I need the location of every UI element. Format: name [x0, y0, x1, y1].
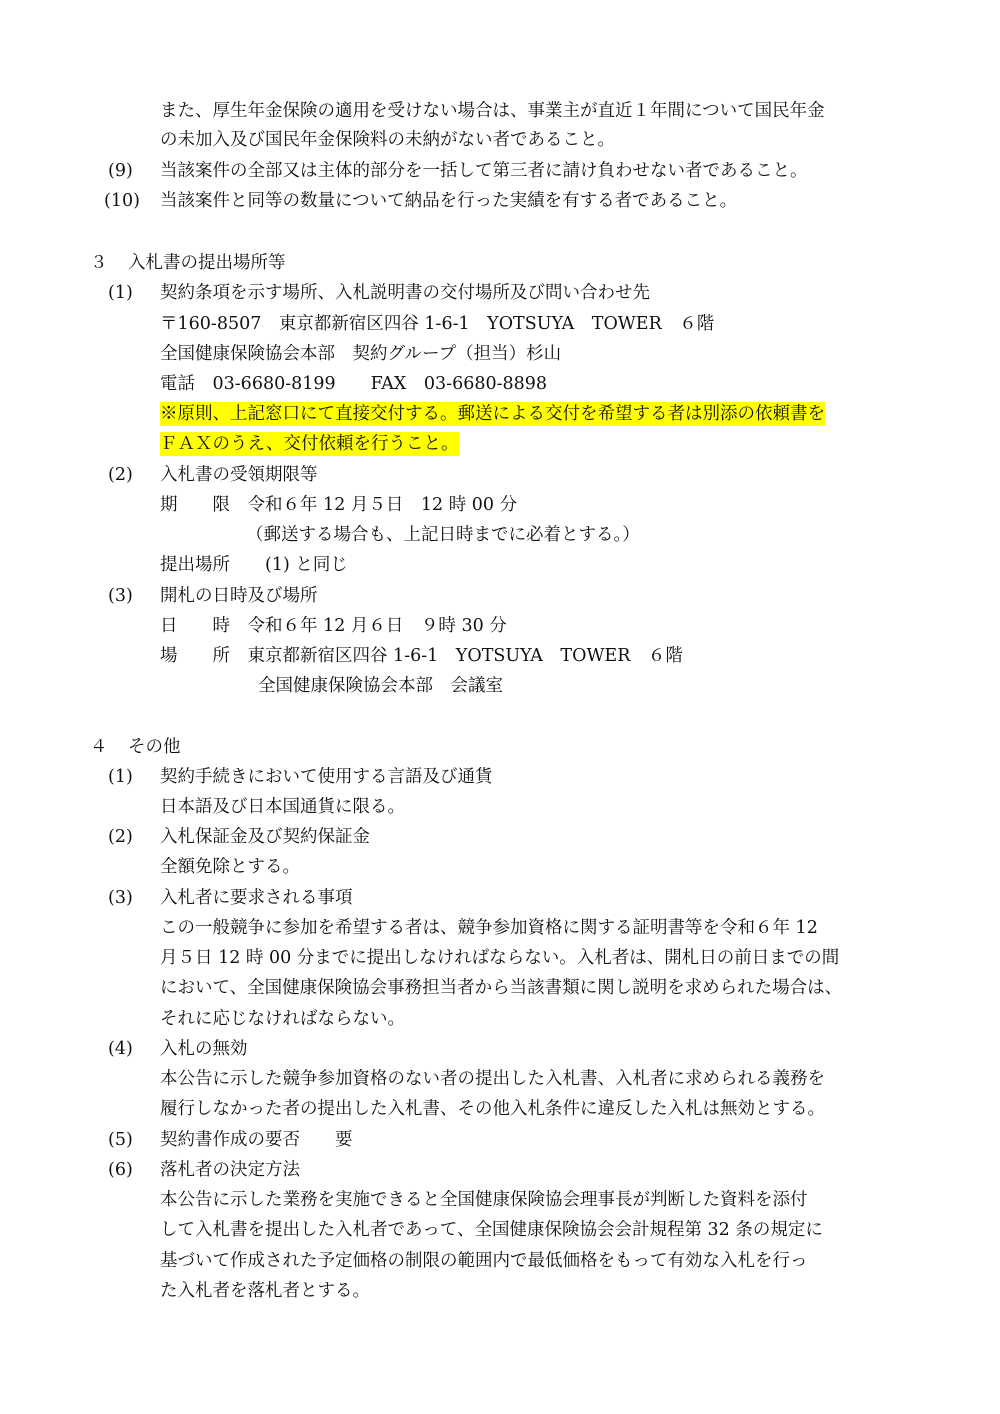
text-line: 当該案件と同等の数量について納品を行った実績を有する者であること。 [160, 191, 738, 211]
text-line: 本公告に示した競争参加資格のない者の提出した入札書、入札者に求められる義務を [160, 1069, 825, 1089]
opening-datetime: 日 時 令和６年 12 月６日 ９時 30 分 [160, 616, 507, 636]
submission-place: 提出場所 (1) と同じ [160, 555, 348, 575]
text-line: 月５日 12 時 00 分までに提出しなければならない。入札者は、開札日の前日までの間 [160, 948, 840, 968]
phone-fax-line: 電話 03-6680-8199 FAX 03-6680-8898 [160, 374, 548, 394]
item-number: (9) [108, 161, 133, 181]
text-line: また、厚生年金保険の適用を受けない場合は、事業主が直近１年間について国民年金 [160, 101, 825, 121]
text-line: それに応じなければならない。 [160, 1009, 405, 1029]
highlighted-note: ※原則、上記窓口にて直接交付する。郵送による交付を希望する者は別添の依頼書を [160, 404, 825, 424]
section-heading: 入札書の提出場所等 [128, 253, 286, 273]
text-line: して入札書を提出した入札者であって、全国健康保険協会会計規程第 32 条の規定に [160, 1220, 823, 1240]
item-heading: 開札の日時及び場所 [160, 586, 318, 606]
text-line: 本公告に示した業務を実施できると全国健康保険協会理事長が判断した資料を添付 [160, 1190, 808, 1210]
text-line: 履行しなかった者の提出した入札書、その他入札条件に違反した入札は無効とする。 [160, 1099, 825, 1119]
section-number: ４ [90, 737, 108, 757]
item-heading: 契約条項を示す場所、入札説明書の交付場所及び問い合わせ先 [160, 283, 650, 303]
text-line: この一般競争に参加を希望する者は、競争参加資格に関する証明書等を令和６年 12 [160, 918, 818, 938]
item-number: (1) [108, 767, 133, 787]
text-line: において、全国健康保険協会事務担当者から当該書類に関し説明を求められた場合は、 [160, 978, 843, 998]
item-heading: 契約手続きにおいて使用する言語及び通貨 [160, 767, 493, 787]
item-number: (5) [108, 1130, 133, 1150]
item-heading: 入札者に要求される事項 [160, 888, 353, 908]
opening-place: 場 所 東京都新宿区四谷 1-6-1 YOTSUYA TOWER ６階 [160, 646, 683, 666]
text-line: 基づいて作成された予定価格の制限の範囲内で最低価格をもって有効な入札を行っ [160, 1251, 808, 1271]
section-number: ３ [90, 253, 108, 273]
highlighted-note: ＦＡＸのうえ、交付依頼を行うこと。 [160, 434, 459, 454]
text-line: 当該案件の全部又は主体的部分を一括して第三者に請け負わせない者であること。 [160, 161, 808, 181]
deadline-line: 期 限 令和６年 12 月５日 12 時 00 分 [160, 495, 518, 515]
text-line: 日本語及び日本国通貨に限る。 [160, 797, 405, 817]
text-line: 全額免除とする。 [160, 857, 300, 877]
item-number: (1) [108, 283, 133, 303]
text-line: た入札者を落札者とする。 [160, 1281, 370, 1301]
item-number: (6) [108, 1160, 133, 1180]
item-number: (3) [108, 888, 133, 908]
item-number: (10) [104, 191, 140, 211]
item-number: (2) [108, 465, 133, 485]
item-heading: 落札者の決定方法 [160, 1160, 300, 1180]
item-number: (2) [108, 827, 133, 847]
text-line: の未加入及び国民年金保険料の未納がない者であること。 [160, 130, 615, 150]
section-heading: その他 [128, 737, 181, 757]
item-heading: 契約書作成の要否 要 [160, 1130, 353, 1150]
item-heading: 入札の無効 [160, 1039, 248, 1059]
deadline-note: （郵送する場合も、上記日時までに必着とする。） [246, 525, 640, 545]
address-line: 〒160-8507 東京都新宿区四谷 1-6-1 YOTSUYA TOWER ６階 [160, 314, 715, 334]
opening-room: 全国健康保険協会本部 会議室 [258, 676, 503, 696]
item-heading: 入札保証金及び契約保証金 [160, 827, 370, 847]
item-heading: 入札書の受領期限等 [160, 465, 318, 485]
item-number: (3) [108, 586, 133, 606]
contact-line: 全国健康保険協会本部 契約グループ（担当）杉山 [160, 344, 562, 364]
item-number: (4) [108, 1039, 133, 1059]
